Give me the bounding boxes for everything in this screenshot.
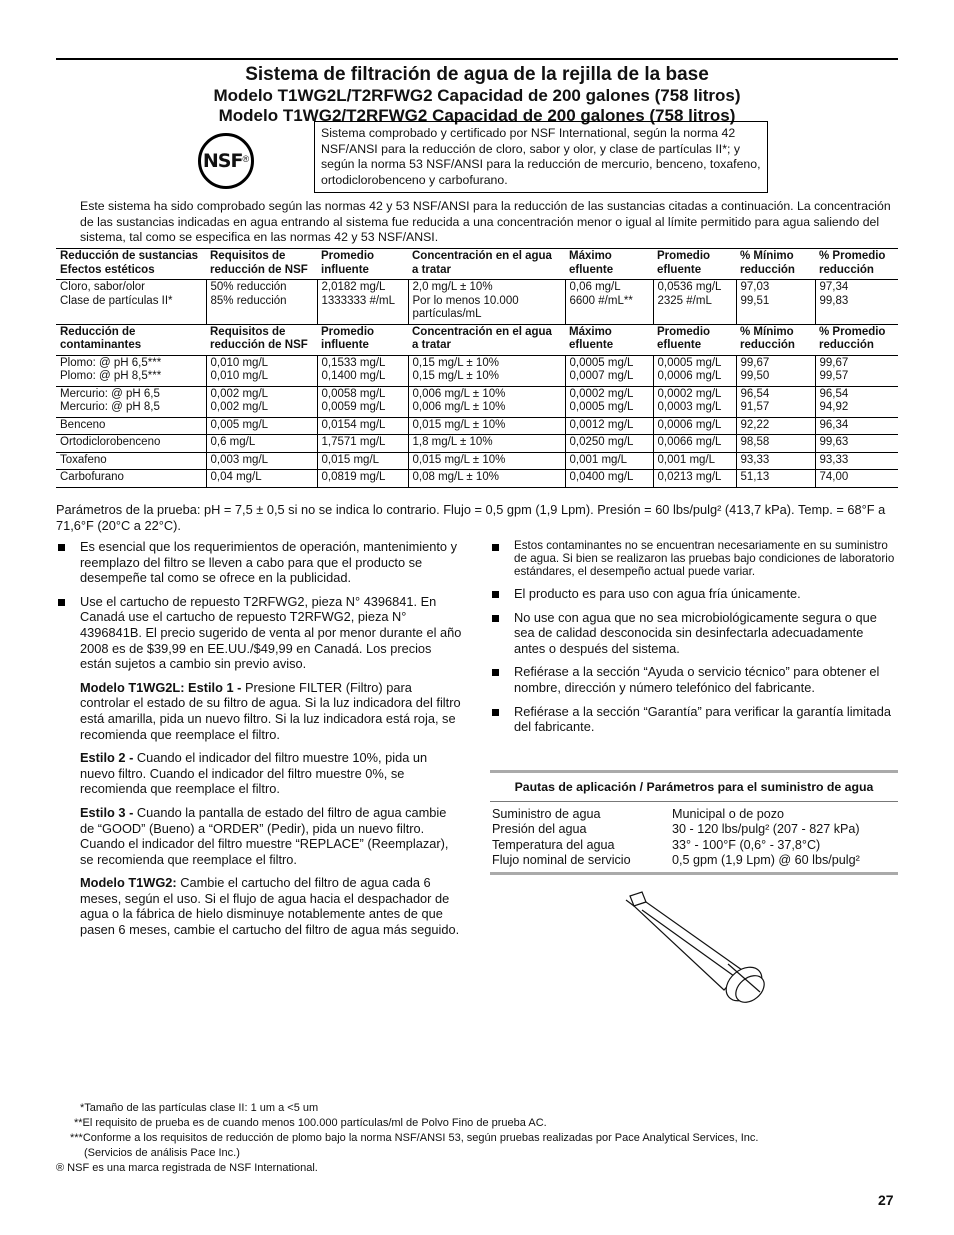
table-row <box>56 355 898 386</box>
table-cell: 0,06 mg/L 6600 #/mL** <box>565 280 653 325</box>
table-cell: 0,0005 mg/L 0,0007 mg/L <box>565 355 653 386</box>
table-cell: 98,58 <box>736 435 815 453</box>
table-cell: 2,0 mg/L ± 10% Por lo menos 10.000 partículas/mL <box>408 280 565 325</box>
column-header: Concentración en el agua a tratar <box>408 324 565 355</box>
footnote: ® NSF es una marca registrada de NSF International. <box>56 1162 318 1174</box>
performance-table <box>56 248 898 488</box>
table-cell: Benceno <box>56 417 206 435</box>
nsf-logo-mark: ® <box>242 154 250 164</box>
table-cell: 99,67 99,50 <box>736 355 815 386</box>
paragraph-lead: Modelo T1WG2: <box>80 875 177 891</box>
paragraph-style-2 <box>56 750 464 797</box>
table-cell: 92,22 <box>736 417 815 435</box>
column-header: Promedio efluente <box>653 249 736 280</box>
table-cell: 99,63 <box>815 435 898 453</box>
table-cell: 0,005 mg/L <box>206 417 317 435</box>
table-cell: Suministro de agua <box>492 806 601 821</box>
table-cell: 0,002 mg/L 0,002 mg/L <box>206 386 317 417</box>
table-cell: 0,001 mg/L <box>565 452 653 470</box>
table-cell: 1,7571 mg/L <box>317 435 408 453</box>
table-cell: 30 - 120 lbs/pulg² (207 - 827 kPa) <box>672 822 860 836</box>
column-header: % Promedio reducción <box>815 324 898 355</box>
table-cell: 0,0058 mg/L 0,0059 mg/L <box>317 386 408 417</box>
table-cell: Mercurio: @ pH 6,5 Mercurio: @ pH 8,5 <box>56 386 206 417</box>
table-cell: 0,010 mg/L 0,010 mg/L <box>206 355 317 386</box>
list-item: Refiérase a la sección “Garantía” para verificar la garantía limitada del fabricante. <box>490 704 898 735</box>
top-rule <box>56 58 898 60</box>
table-row <box>56 386 898 417</box>
table-cell: Presión del agua <box>492 822 587 836</box>
table-cell: 93,33 <box>815 452 898 470</box>
nsf-certification-box: Sistema comprobado y certificado por NSF International, según la norma 42 NSF/ANSI para la reducción de cloro, sabor y olor, y clase de partículas II*; y según la norma 53 NSF/ANSI para la reducción de mercurio, benceno, toxafeno, ortodiclorobenceno y carbofurano. <box>314 121 768 193</box>
list-item: Es esencial que los requerimientos de operación, mantenimiento y reemplazo del filtro se lleven a cabo para que el producto se desempeñe tal como se ofrece en la publicidad. <box>56 539 464 586</box>
table-cell: 96,54 94,92 <box>815 386 898 417</box>
table-cell: Temperatura del agua <box>492 837 615 852</box>
list-item: No use con agua que no sea microbiológicamente segura o que sea de calidad desconocida sin desinfectarla adecuadamente antes o después del sistema. <box>490 610 898 657</box>
table-cell: 0,15 mg/L ± 10% 0,15 mg/L ± 10% <box>408 355 565 386</box>
page-title <box>56 64 898 126</box>
table-cell: 0,0002 mg/L 0,0003 mg/L <box>653 386 736 417</box>
column-header: Concentración en el agua a tratar <box>408 249 565 280</box>
table-cell: 0,0213 mg/L <box>653 470 736 488</box>
table-cell: Carbofurano <box>56 470 206 488</box>
paragraph-text: Presione FILTER (Filtro) para controlar el estado de su filtro de agua. Si la luz indicadora del filtro está amarilla, pida un nuevo filtro. Si la luz indicadora está roja, se recomienda que reemplace el filtro. <box>80 679 461 742</box>
table-cell: Flujo nominal de servicio <box>492 853 631 867</box>
table-row <box>56 452 898 470</box>
table-cell: 0,001 mg/L <box>653 452 736 470</box>
table-row <box>56 417 898 435</box>
divider <box>490 872 898 875</box>
table-cell: 0,0012 mg/L <box>565 417 653 435</box>
table-cell: 0,6 mg/L <box>206 435 317 453</box>
column-header: % Mínimo reducción <box>736 249 815 280</box>
test-parameters: Parámetros de la prueba: pH = 7,5 ± 0,5 si no se indica lo contrario. Flujo = 0,5 gpm (1,9 Lpm). Presión = 60 lbs/pulg² (413,7 kPa). Temp. = 68°F a 71,6°F (20°C a 22°C). <box>56 502 886 533</box>
table-cell: Cloro, sabor/olor Clase de partículas II* <box>56 280 206 325</box>
column-header: Reducción de sustancias Efectos estéticos <box>56 249 206 280</box>
table-cell: 97,34 99,83 <box>815 280 898 325</box>
table-cell: 33° - 100°F (0,6° - 37,8°C) <box>672 837 821 852</box>
table-cell: 99,67 99,57 <box>815 355 898 386</box>
table-header-row <box>56 324 898 355</box>
table-cell: 0,5 gpm (1,9 Lpm) @ 60 lbs/pulg² <box>672 853 860 867</box>
table-cell: 2,0182 mg/L 1333333 #/mL <box>317 280 408 325</box>
table-cell: 0,003 mg/L <box>206 452 317 470</box>
table-row <box>490 822 898 838</box>
table-cell: 74,00 <box>815 470 898 488</box>
table-cell: Municipal o de pozo <box>672 806 785 821</box>
table-cell: 1,8 mg/L ± 10% <box>408 435 565 453</box>
application-guidelines <box>490 770 898 875</box>
table-cell: 50% reducción 85% reducción <box>206 280 317 325</box>
paragraph-model-t1wg2 <box>56 875 464 937</box>
table-cell: 0,015 mg/L <box>317 452 408 470</box>
title-line-1: Sistema de filtración de agua de la rejilla de la base <box>245 64 709 85</box>
paragraph-text: Cambie el cartucho del filtro de agua cada 6 meses, según el uso. Si el flujo de agua hacia el despachador de agua o la fábrica de hielo disminuye notablemente antes de que pasen 6 meses, cambie el cartucho del filtro de agua más seguido. <box>80 875 460 938</box>
footnote: (Servicios de análisis Pace Inc.) <box>84 1147 240 1159</box>
table-cell: Toxafeno <box>56 452 206 470</box>
list-item: El producto es para uso con agua fría únicamente. <box>490 586 898 602</box>
paragraph-style-3 <box>56 805 464 867</box>
footnote: ***Conforme a los requisitos de reducción de plomo bajo la norma NSF/ANSI 53, según pruebas realizadas por Pace Analytical Services, Inc. <box>70 1132 759 1144</box>
column-header: Máximo efluente <box>565 324 653 355</box>
table-cell: Ortodiclorobenceno <box>56 435 206 453</box>
table-cell: Plomo: @ pH 6,5*** Plomo: @ pH 8,5*** <box>56 355 206 386</box>
table-row <box>490 838 898 854</box>
table-cell: 97,03 99,51 <box>736 280 815 325</box>
column-header: Requisitos de reducción de NSF <box>206 249 317 280</box>
column-header: Promedio influente <box>317 324 408 355</box>
table-cell: 0,04 mg/L <box>206 470 317 488</box>
table-row <box>490 807 898 823</box>
table-cell: 0,08 mg/L ± 10% <box>408 470 565 488</box>
table-cell: 0,0066 mg/L <box>653 435 736 453</box>
table-row <box>490 853 898 869</box>
column-header: % Mínimo reducción <box>736 324 815 355</box>
table-row <box>56 280 898 325</box>
list-item: Refiérase a la sección “Ayuda o servicio técnico” para obtener el nombre, dirección y número telefónico del fabricante. <box>490 664 898 695</box>
paragraph-style-1 <box>56 680 464 742</box>
intro-paragraph: Este sistema ha sido comprobado según las normas 42 y 53 NSF/ANSI para la reducción de las sustancias citadas a continuación. La concentración de las sustancias indicadas en agua entrando al sistema fue reducida a una concentración menor o igual al límite permitido para agua saliendo del sistema, tal como se especifica en las normas 42 y 53 NSF/ANSI. <box>80 199 891 244</box>
table-cell: 0,0819 mg/L <box>317 470 408 488</box>
page-number: 27 <box>878 1192 894 1208</box>
application-table <box>490 807 898 869</box>
column-header: % Promedio reducción <box>815 249 898 280</box>
left-column <box>56 539 464 946</box>
footnotes <box>56 1102 898 1177</box>
table-cell: 51,13 <box>736 470 815 488</box>
table-row <box>56 470 898 488</box>
table-cell: 0,0005 mg/L 0,0006 mg/L <box>653 355 736 386</box>
table-cell: 96,34 <box>815 417 898 435</box>
right-column <box>490 539 898 743</box>
title-line-2: Modelo T1WG2L/T2RFWG2 Capacidad de 200 galones (758 litros) <box>213 86 741 105</box>
column-header: Reducción de contaminantes <box>56 324 206 355</box>
table-cell: 96,54 91,57 <box>736 386 815 417</box>
table-cell: 0,1533 mg/L 0,1400 mg/L <box>317 355 408 386</box>
column-header: Máximo efluente <box>565 249 653 280</box>
table-cell: 93,33 <box>736 452 815 470</box>
table-cell: 0,006 mg/L ± 10% 0,006 mg/L ± 10% <box>408 386 565 417</box>
paragraph-lead: Modelo T1WG2L: Estilo 1 - <box>80 679 242 695</box>
table-cell: 0,0002 mg/L 0,0005 mg/L <box>565 386 653 417</box>
list-item: Use el cartucho de repuesto T2RFWG2, pieza N° 4396841. En Canadá use el cartucho de repuesto T2RFWG2, pieza N° 4396841B. El precio sugerido de venta al por menor durante el año 2008 es de $39,99 en EE.UU./$49,99 en Canadá. Los precios están sujetos a cambio sin previo aviso. <box>56 594 464 672</box>
table-row <box>56 435 898 453</box>
column-header: Requisitos de reducción de NSF <box>206 324 317 355</box>
nsf-logo-text: NSF <box>202 150 243 172</box>
column-header: Promedio influente <box>317 249 408 280</box>
table-cell: 0,0536 mg/L 2325 #/mL <box>653 280 736 325</box>
table-cell: 0,0154 mg/L <box>317 417 408 435</box>
application-title: Pautas de aplicación / Parámetros para el suministro de agua <box>490 773 898 802</box>
column-header: Promedio efluente <box>653 324 736 355</box>
title-line-3: Modelo T1WG2/T2RFWG2 Capacidad de 200 galones (758 litros) <box>218 106 736 125</box>
paragraph-text: Cuando la pantalla de estado del filtro de agua cambie de “GOOD” (Bueno) a “ORDER” (Pedir), pida un nuevo filtro. Cuando el indicador del filtro muestre “REPLACE” (Reemplazar), se recomienda que reemplace el filtro. <box>80 804 449 867</box>
paragraph-text: Cuando el indicador del filtro muestre 10%, pida un nuevo filtro. Cuando el indicador del filtro muestre 0%, se recomienda que reemplace el filtro. <box>80 750 428 797</box>
table-cell: 0,0400 mg/L <box>565 470 653 488</box>
paragraph-lead: Estilo 3 - <box>80 804 134 820</box>
table-header-row <box>56 249 898 280</box>
filter-cartridge-illustration <box>612 888 782 1008</box>
footnote: *Tamaño de las partículas clase II: 1 um a <5 um <box>80 1102 319 1114</box>
footnote: **El requisito de prueba es de cuando menos 100.000 partículas/ml de Polvo Fino de prueba AC. <box>74 1117 547 1129</box>
nsf-logo-icon <box>198 133 254 189</box>
table-cell: 0,015 mg/L ± 10% <box>408 417 565 435</box>
paragraph-lead: Estilo 2 - <box>80 750 134 766</box>
list-item: Estos contaminantes no se encuentran necesariamente en su suministro de agua. Si bien se realizaron las pruebas bajo condiciones de laboratorio estándares, el desempeño actual puede variar. <box>490 539 898 578</box>
table-cell: 0,015 mg/L ± 10% <box>408 452 565 470</box>
table-cell: 0,0250 mg/L <box>565 435 653 453</box>
table-cell: 0,0006 mg/L <box>653 417 736 435</box>
